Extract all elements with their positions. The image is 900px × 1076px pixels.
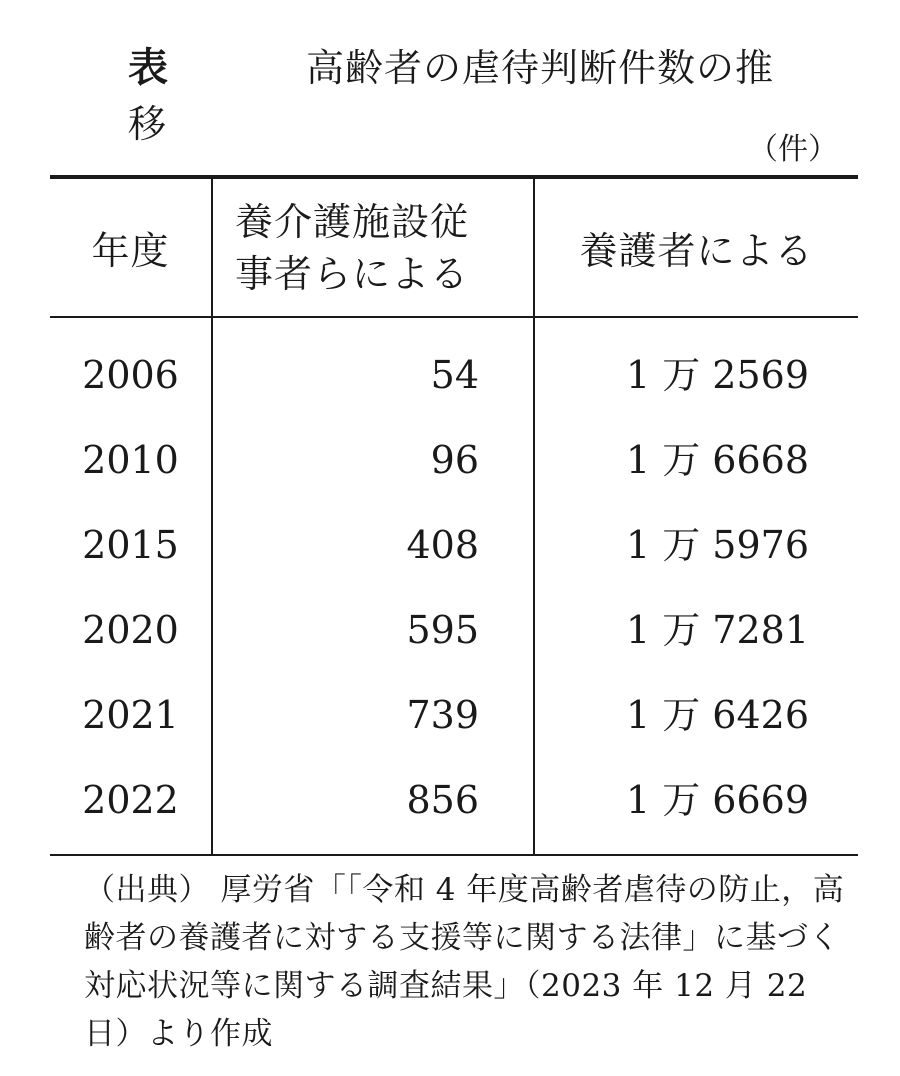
table-row: [50, 418, 858, 503]
header-staff-line2: 事者らによる: [235, 251, 470, 296]
cell-year: 2020: [82, 608, 179, 652]
table-bottom-rule: [50, 854, 858, 856]
table-header-rule: [50, 316, 858, 318]
cell-carer-count: 1 万 6668: [625, 438, 809, 482]
table-row: [50, 758, 858, 843]
header-staff-line1: 養介護施設従: [235, 199, 470, 244]
cell-carer-count: 1 万 6426: [625, 693, 809, 737]
cell-carer-count: 1 万 7281: [625, 608, 809, 652]
cell-carer-count: 1 万 2569: [625, 353, 809, 397]
table-title: 高齢者の虐待判断件数の推移: [128, 46, 775, 146]
unit-label: （件）: [748, 132, 838, 167]
cell-staff-count: 595: [406, 608, 479, 652]
cell-staff-count: 54: [430, 353, 479, 397]
cell-year: 2015: [82, 523, 179, 567]
header-carer: 養護者による: [579, 229, 814, 273]
source-note: （出典） 厚労省「「令和 4 年度高齢者虐待の防止，高齢者の養護者に対する支援等に関する法律」に基づく対応状況等に関する調査結果」（2023 年 12 月 22 日）より作成: [84, 872, 845, 1052]
cell-year: 2022: [82, 778, 179, 822]
cell-staff-count: 96: [430, 438, 479, 482]
header-year: 年度: [91, 229, 170, 273]
cell-staff-count: 408: [406, 523, 479, 567]
table-row: [50, 333, 858, 418]
table-row: [50, 673, 858, 758]
header-staff: [213, 179, 533, 316]
cell-staff-count: 739: [406, 693, 479, 737]
cell-year: 2021: [82, 693, 179, 737]
cell-year: 2010: [82, 438, 179, 482]
table-label: 表: [128, 45, 168, 91]
table-row: [50, 588, 858, 673]
cell-year: 2006: [82, 353, 179, 397]
table-row: [50, 503, 858, 588]
cell-carer-count: 1 万 5976: [625, 523, 809, 567]
cell-carer-count: 1 万 6669: [625, 778, 809, 822]
cell-staff-count: 856: [406, 778, 479, 822]
